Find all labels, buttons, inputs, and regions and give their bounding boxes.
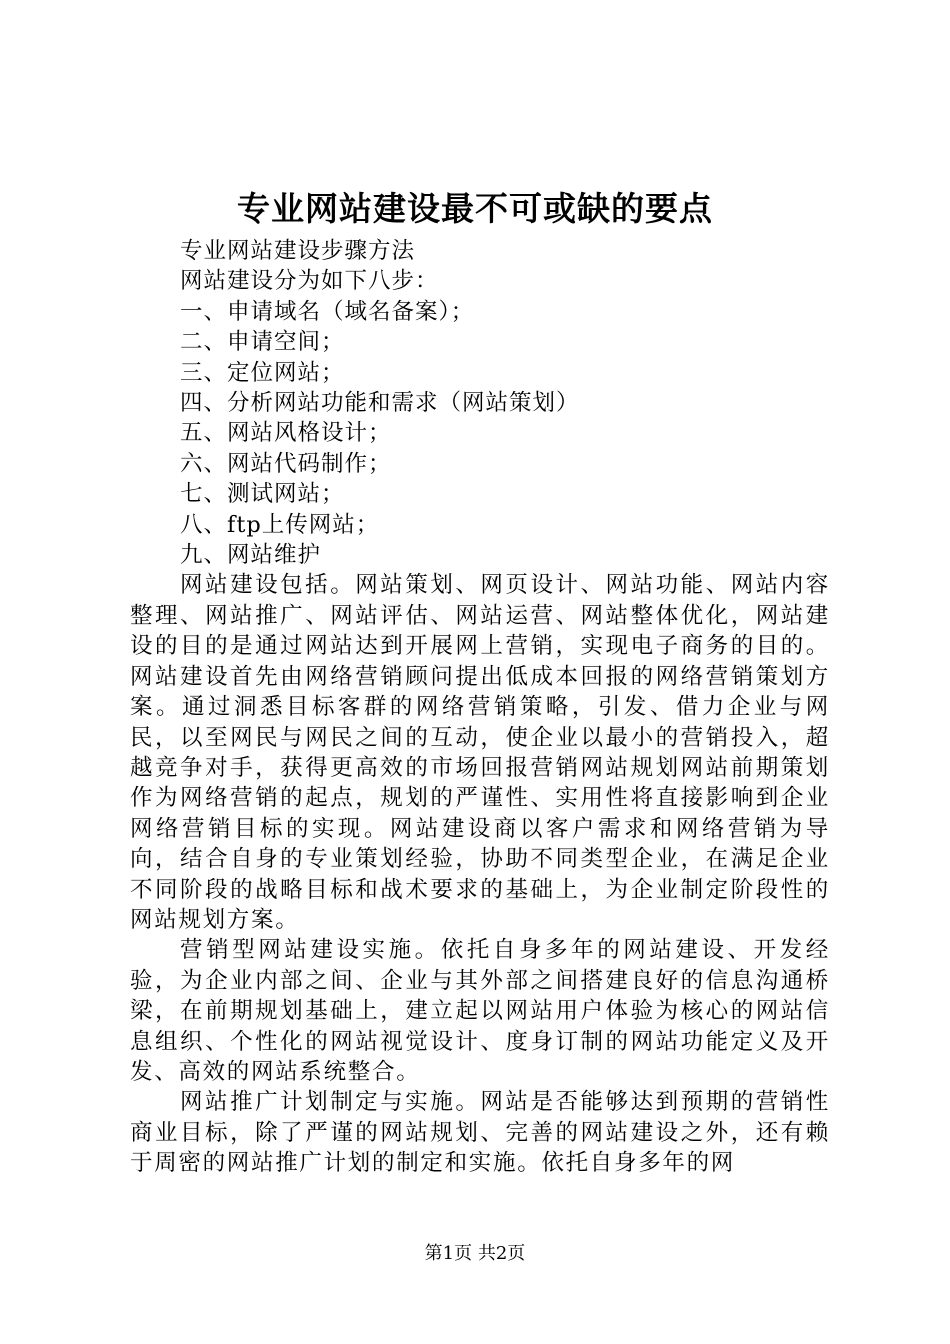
list-line: 六、网站代码制作； [180, 450, 392, 477]
list-line: 网站建设分为如下八步： [180, 268, 439, 295]
document-title: 专业网站建设最不可或缺的要点 [237, 189, 713, 228]
body-paragraph: 营销型网站建设实施。依托自身多年的网站建设、开发经验，为企业内部之间、企业与其外部之间搭建良好的信息沟通桥梁，在前期规划基础上，建立起以网站用户体验为核心的网站信息组织、个性化的网站视觉设计、度身订制的网站功能定义及开发、高效的网站系统整合。 [130, 937, 830, 1085]
list-line: 八、ftp上传网站； [180, 511, 380, 538]
page-footer: 第1页 共2页 [424, 1243, 526, 1264]
document-body [130, 236, 830, 1179]
list-line: 九、网站维护 [180, 542, 322, 569]
body-paragraph: 网站建设包括。网站策划、网页设计、网站功能、网站内容整理、网站推广、网站评估、网站运营、网站整体优化，网站建设的目的是通过网站达到开展网上营销，实现电子商务的目的。网站建设首先由网络营销顾问提出低成本回报的网络营销策划方案。通过洞悉目标客群的网络营销策略，引发、借力企业与网民，以至网民与网民之间的互动，使企业以最小的营销投入，超越竞争对手，获得更高效的市场回报营销网站规划网站前期策划作为网络营销的起点，规划的严谨性、实用性将直接影响到企业网络营销目标的实现。网站建设商以客户需求和网络营销为导向，结合自身的专业策划经验，协助不同类型企业，在满足企业不同阶段的战略目标和战术要求的基础上，为企业制定阶段性的网站规划方案。 [130, 572, 830, 933]
list-line: 五、网站风格设计； [180, 420, 392, 447]
list-line: 三、定位网站； [180, 359, 345, 386]
body-paragraph: 网站推广计划制定与实施。网站是否能够达到预期的营销性商业目标，除了严谨的网站规划、完善的网站建设之外，还有赖于周密的网站推广计划的制定和实施。依托自身多年的网 [130, 1089, 830, 1177]
list-line: 一、申请域名（域名备案）； [180, 298, 475, 325]
list-line: 二、申请空间； [180, 329, 345, 356]
list-line: 四、分析网站功能和需求（网站策划） [180, 390, 580, 417]
list-line: 专业网站建设步骤方法 [180, 238, 416, 264]
list-line: 七、测试网站； [180, 481, 345, 508]
